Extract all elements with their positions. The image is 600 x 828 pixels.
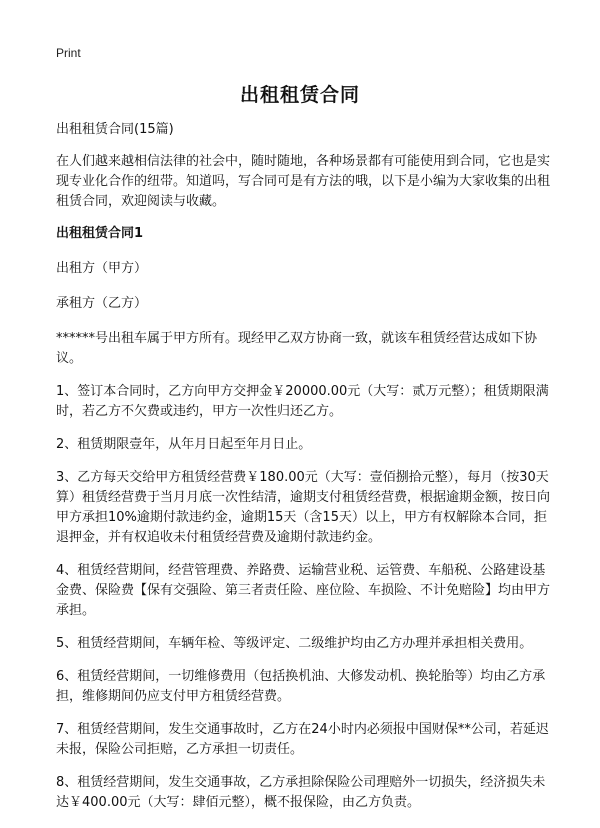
clause-6: 6、租赁经营期间，一切维修费用（包括换机油、大修发动机、换轮胎等）均由乙方承担，维修期间仍应支付甲方租赁经营费。	[56, 669, 546, 704]
section-heading: 出租租赁合同1	[56, 226, 144, 241]
clause-2: 2、租赁期限壹年，从年月日起至年月日止。	[56, 437, 312, 452]
clause-8: 8、租赁经营期间，发生交通事故，乙方承担除保险公司理赔外一切损失，经济损失未达￥400.00元（大写：肆佰元整），概不报保险，由乙方负责。	[56, 775, 546, 810]
document-title: 出租租赁合同	[239, 84, 360, 106]
print-link[interactable]: Print	[56, 46, 81, 60]
lessor-line: 出租方（甲方）	[56, 261, 148, 276]
clause-3: 3、乙方每天交给甲方租赁经营费￥180.00元（大写：壹佰捌拾元整），每月（按30天算）租赁经营费于当月月底一次性结清，逾期支付租赁经营费，根据逾期金额，按日向甲方承担10%逾期付款违约金，逾期15天（含15天）以上，甲方有权解除本合同，拒退押金，并有权追收未付租赁经营费及逾期付款违约金。	[56, 470, 551, 545]
preamble-paragraph: ******号出租车属于甲方所有。现经甲乙双方协商一致，就该车租赁经营达成如下协议。	[56, 331, 538, 366]
clause-4: 4、租赁经营期间，经营管理费、养路费、运输营业税、运管费、车船税、公路建设基金费、保险费【保有交强险、第三者责任险、座位险、车损险、不计免赔险】均由甲方承担。	[56, 563, 551, 618]
clause-1: 1、签订本合同时，乙方向甲方交押金￥20000.00元（大写：贰万元整）；租赁期限满时，若乙方不欠费或违约，甲方一次性归还乙方。	[56, 384, 549, 419]
document-subtitle: 出租租赁合同(15篇)	[56, 122, 174, 137]
intro-paragraph: 在人们越来越相信法律的社会中，随时随地，各种场景都有可能使用到合同，它也是实现专业化合作的纽带。知道吗，写合同可是有方法的哦，以下是小编为大家收集的出租租赁合同，欢迎阅读与收藏。	[56, 154, 551, 209]
lessee-line: 承租方（乙方）	[56, 296, 148, 311]
clause-7: 7、租赁经营期间，发生交通事故时，乙方在24小时内必须报中国财保**公司，若延迟未报，保险公司拒赔，乙方承担一切责任。	[56, 722, 549, 757]
clause-5: 5、租赁经营期间，车辆年检、等级评定、二级维护均由乙方办理并承担相关费用。	[56, 636, 533, 651]
document-body	[56, 120, 554, 826]
